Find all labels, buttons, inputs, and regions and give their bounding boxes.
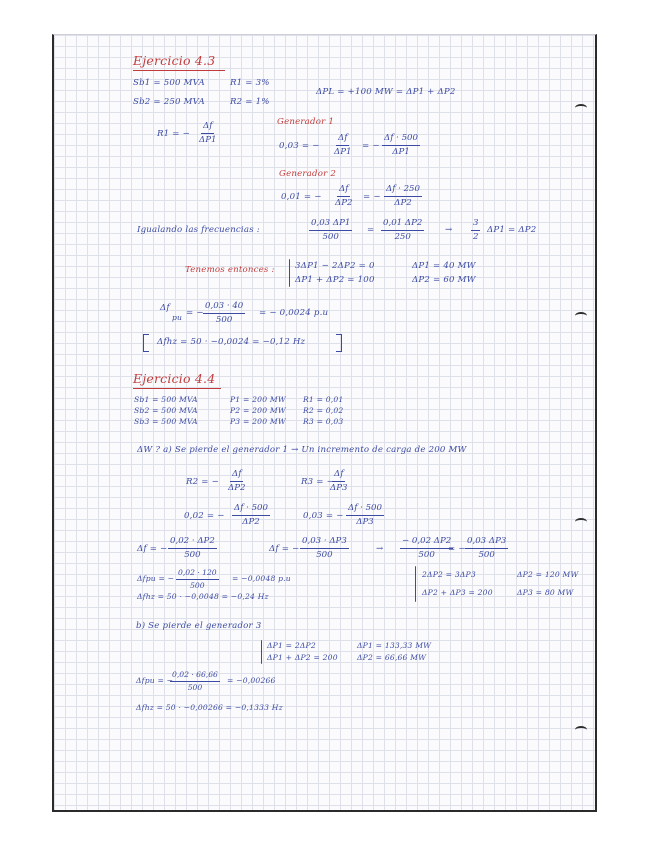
result-a-dp3: ΔP3 = 80 MW — [517, 588, 574, 597]
gen2-eq-frac1: $\frac{\Delta f}{\Delta P2}$ — [335, 184, 353, 208]
r1-line: R1 = 0,01 — [303, 395, 344, 404]
tenemos-label: Tenemos entonces : — [185, 265, 275, 275]
gen1-eq-frac1: $\frac{\Delta f}{\Delta P1}$ — [334, 133, 352, 157]
dfpu-b-result: = −0,00266 — [227, 676, 276, 685]
r3-line: R3 = 0,03 — [303, 417, 344, 426]
delta-f-eq: = − — [186, 308, 204, 318]
gen1-eq-mid: = − — [362, 141, 380, 151]
r2-line: R2 = 1% — [230, 97, 270, 107]
igualando-arrow: → — [445, 225, 453, 235]
system-a-eq-1: 2ΔP2 = 3ΔP3 — [422, 570, 476, 579]
title-underline — [133, 70, 225, 71]
system-brace — [289, 259, 290, 287]
r2-formula-lhs: R2 = − — [186, 477, 220, 487]
dfhz-a-result: Δfhz = 50 · −0,0048 = −0,24 Hz — [137, 592, 269, 601]
gen2-eq-mid: = − — [363, 192, 381, 202]
system-eq-2: ΔP1 + ΔP2 = 100 — [295, 275, 375, 285]
system-a-brace — [415, 566, 416, 602]
df-a-frac: $\frac{0,02 \cdot \Delta P2}{500}$ — [170, 536, 215, 560]
generador-2-label: Generador 2 — [279, 169, 336, 179]
eq3-frac: $\frac{\Delta f \cdot 500}{\Delta P3}$ — [348, 503, 382, 527]
ring-hole-icon — [575, 104, 587, 112]
r3-formula-lhs: R3 = − — [301, 477, 335, 487]
delta-f-result: = − 0,0024 p.u — [259, 308, 329, 318]
df-b-lhs: Δf = − — [269, 544, 300, 554]
system-b-eq-1: ΔP1 = 2ΔP2 — [267, 641, 316, 650]
r3-formula-frac: $\frac{\Delta f}{\Delta P3}$ — [330, 469, 348, 493]
sb1-line: Sb1 = 500 MVA — [133, 78, 205, 88]
delta-pl-line: ΔPL = +100 MW = ΔP1 + ΔP2 — [316, 87, 456, 97]
result-dp2: ΔP2 = 60 MW — [412, 275, 476, 285]
equate-frac-left: $\frac{- 0,02 \Delta P2}{500}$ — [402, 536, 452, 560]
eq3-lhs: 0,03 = − — [303, 511, 344, 521]
equate-arrow: → — [376, 544, 384, 554]
dfpu-b-lhs: Δfpu = − — [136, 676, 174, 685]
igualando-label: Igualando las frecuencias : — [137, 225, 260, 235]
delta-f-hz-result: Δfhz = 50 · −0,0024 = −0,12 Hz — [157, 337, 306, 347]
eq2-frac: $\frac{\Delta f \cdot 500}{\Delta P2}$ — [234, 503, 268, 527]
gen2-eq-lhs: 0,01 = − — [281, 192, 322, 202]
df-a-lhs: Δf = − — [137, 544, 168, 554]
eq2-lhs: 0,02 = − — [184, 511, 225, 521]
system-a-eq-2: ΔP2 + ΔP3 = 200 — [422, 588, 493, 597]
r1-line: R1 = 3% — [230, 78, 270, 88]
gen2-eq-frac2: $\frac{\Delta f \cdot 250}{\Delta P2}$ — [386, 184, 420, 208]
sb1-line: Sb1 = 500 MVA — [134, 395, 198, 404]
r2-formula-frac: $\frac{\Delta f}{\Delta P2}$ — [228, 469, 246, 493]
equate-mid: = − — [448, 544, 466, 554]
dfpu-a-lhs: Δfpu = − — [137, 574, 175, 583]
delta-f-subscript: pu — [172, 313, 183, 322]
droop-formula-lhs: R1 = − — [157, 129, 191, 139]
dfhz-b-result: Δfhz = 50 · −0,00266 = −0,1333 Hz — [136, 703, 283, 712]
ring-hole-icon — [575, 726, 587, 734]
equate-frac-right: $\frac{0,03 \Delta P3}{500}$ — [467, 536, 507, 560]
exercise-4-4-title: Ejercicio 4.4 — [133, 371, 216, 386]
system-b-brace — [261, 640, 262, 664]
p1-line: P1 = 200 MW — [230, 395, 286, 404]
igualando-result: ΔP1 = ΔP2 — [487, 225, 537, 235]
result-box-left — [143, 334, 149, 352]
result-b-dp2: ΔP2 = 66,66 MW — [357, 653, 427, 662]
dfpu-a-result: = −0,0048 p.u — [232, 574, 291, 583]
result-b-dp1: ΔP1 = 133,33 MW — [357, 641, 432, 650]
delta-f-lhs: Δf — [160, 303, 170, 313]
p3-line: P3 = 200 MW — [230, 417, 286, 426]
ring-hole-icon — [575, 518, 587, 526]
gen1-eq-lhs: 0,03 = − — [279, 141, 320, 151]
igualando-equals: = — [367, 225, 375, 235]
dfpu-b-frac: $\frac{0,02 \cdot 66,66}{500}$ — [172, 670, 218, 692]
sb2-line: Sb2 = 250 MVA — [133, 97, 205, 107]
igualando-ratio: $\frac{3}{2}$ — [473, 218, 479, 242]
r2-line: R2 = 0,02 — [303, 406, 344, 415]
p2-line: P2 = 200 MW — [230, 406, 286, 415]
delta-f-fraction: $\frac{0,03 \cdot 40}{500}$ — [205, 301, 244, 325]
sb3-line: Sb3 = 500 MVA — [134, 417, 198, 426]
igualando-frac1: $\frac{0,03 \Delta P1}{500}$ — [311, 218, 351, 242]
question-b: b) Se pierde el generador 3 — [136, 621, 262, 631]
question-a: ΔW ? a) Se pierde el generador 1 → Un incremento de carga de 200 MW — [137, 445, 467, 455]
df-b-frac: $\frac{0,03 \cdot \Delta P3}{500}$ — [302, 536, 347, 560]
system-eq-1: 3ΔP1 − 2ΔP2 = 0 — [295, 261, 375, 271]
gen1-eq-frac2: $\frac{\Delta f \cdot 500}{\Delta P1}$ — [384, 133, 418, 157]
system-b-eq-2: ΔP1 + ΔP2 = 200 — [267, 653, 338, 662]
igualando-frac2: $\frac{0,01 \Delta P2}{250}$ — [383, 218, 423, 242]
result-dp1: ΔP1 = 40 MW — [412, 261, 476, 271]
exercise-4-3-title: Ejercicio 4.3 — [133, 53, 216, 68]
ring-hole-icon — [575, 312, 587, 320]
generador-1-label: Generador 1 — [277, 117, 334, 127]
result-a-dp2: ΔP2 = 120 MW — [517, 570, 579, 579]
dfpu-a-frac: $\frac{0,02 \cdot 120}{500}$ — [178, 568, 217, 590]
droop-fraction: $\frac{\Delta f}{\Delta P1}$ — [199, 121, 217, 145]
title-underline — [133, 388, 221, 389]
result-box-right — [336, 334, 342, 352]
sb2-line: Sb2 = 500 MVA — [134, 406, 198, 415]
